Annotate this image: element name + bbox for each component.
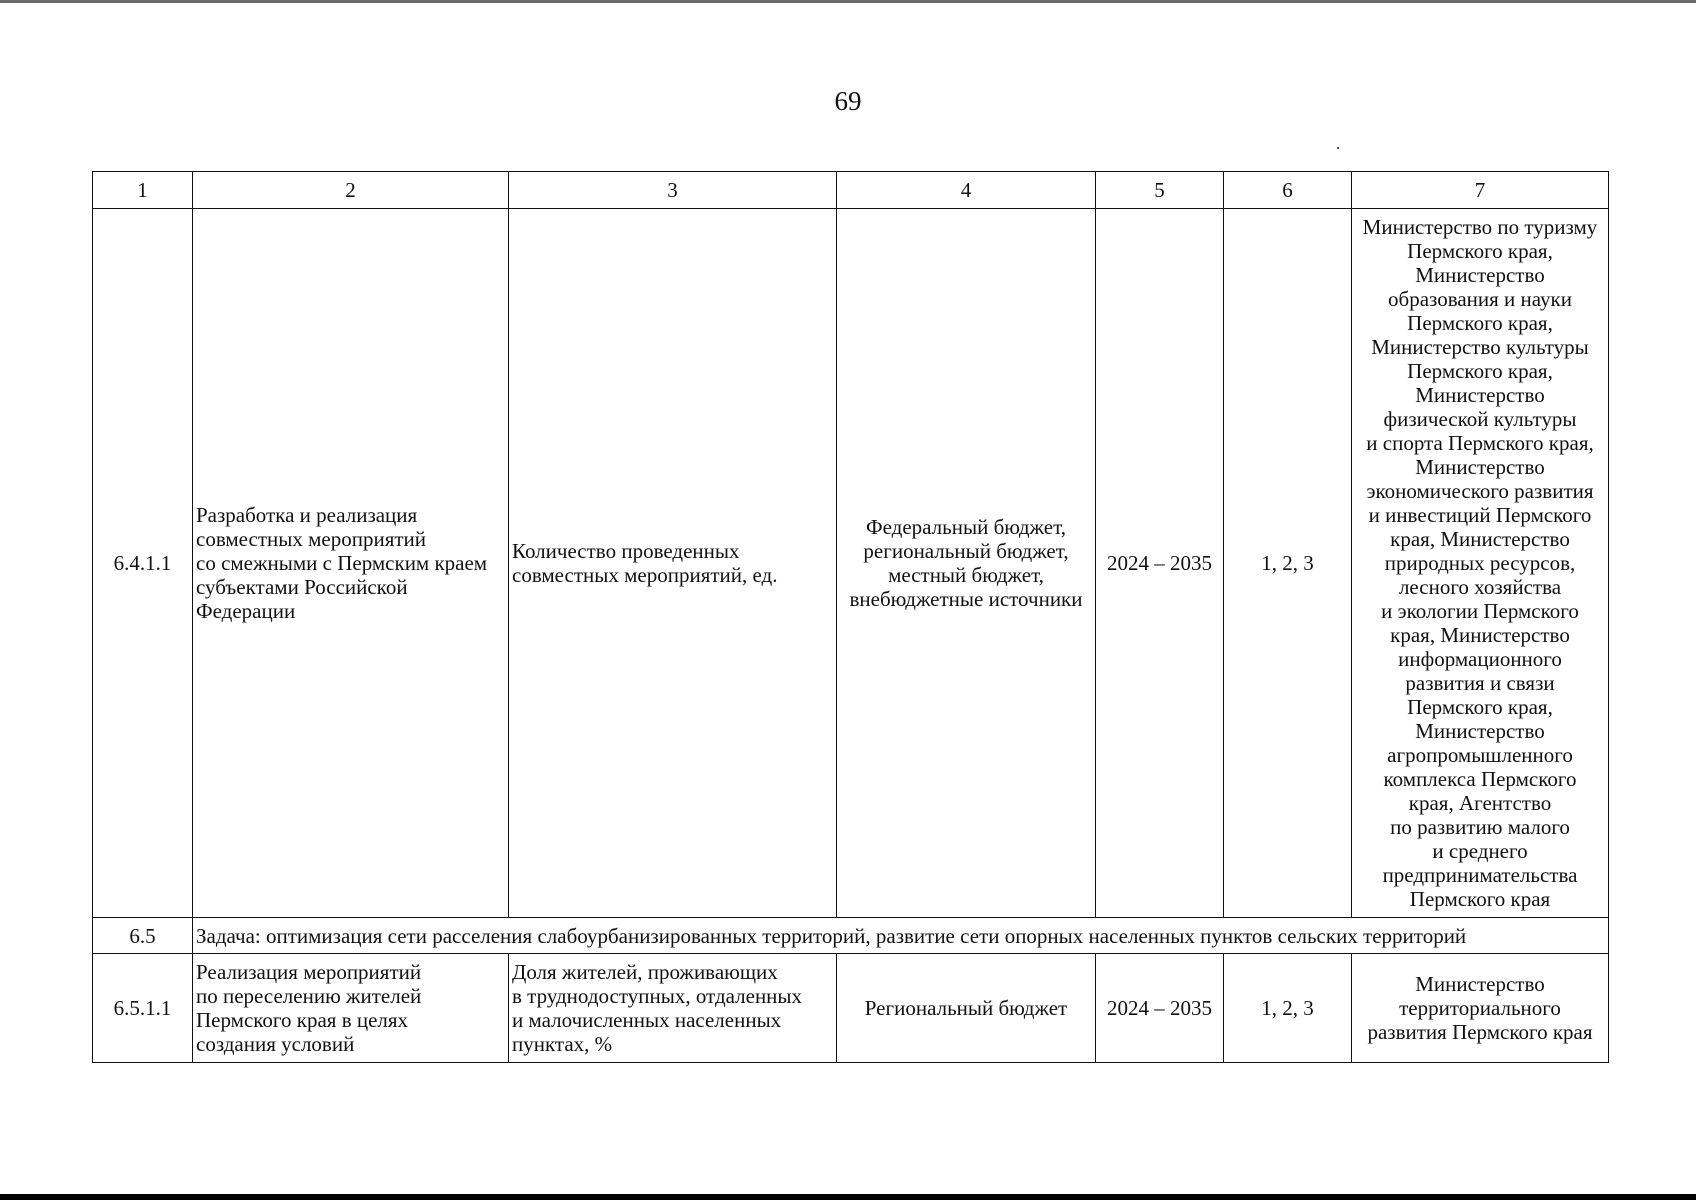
header-cell-2: 2 <box>193 172 509 209</box>
task-row <box>93 918 1609 954</box>
table-row <box>93 954 1609 1063</box>
row-activity: Реализация мероприятий по переселению жителей Пермского края в целях создания условий <box>193 954 509 1063</box>
row-period: 2024 – 2035 <box>1096 209 1224 918</box>
row-responsible: Министерство территориального развития Пермского края <box>1352 954 1609 1063</box>
scan-top-edge <box>0 0 1696 3</box>
row-responsible: Министерство по туризму Пермского края, Министерство образования и науки Пермского края, Министерство культуры Пермского края, Министерство физической культуры и спорта Пермского края, Министерство экономического развития и инвестиций Пермского края, Министерство природных ресурсов, лесного хозяйства и экологии Пермского края, Министерство информационного развития и связи Пермского края, Министерство агропромышленного комплекса Пермского края, Агентство по развитию малого и среднего предпринимательства Пермского края <box>1352 209 1609 918</box>
page-number: 69 <box>834 86 862 116</box>
scan-bottom-edge <box>0 1194 1696 1200</box>
header-cell-6: 6 <box>1224 172 1352 209</box>
row-funding: Региональный бюджет <box>837 954 1096 1063</box>
task-text: Задача: оптимизация сети расселения слабоурбанизированных территорий, развитие сети опорных населенных пунктов сельских территорий <box>193 918 1609 954</box>
header-cell-7: 7 <box>1352 172 1609 209</box>
row-stages: 1, 2, 3 <box>1224 209 1352 918</box>
row-indicator: Доля жителей, проживающих в труднодоступных, отдаленных и малочисленных населенных пунктах, % <box>509 954 837 1063</box>
table-row <box>93 209 1609 918</box>
row-funding: Федеральный бюджет, региональный бюджет, местный бюджет, внебюджетные источники <box>837 209 1096 918</box>
row-stages: 1, 2, 3 <box>1224 954 1352 1063</box>
row-period: 2024 – 2035 <box>1096 954 1224 1063</box>
header-cell-3: 3 <box>509 172 837 209</box>
row-code: 6.4.1.1 <box>93 209 193 918</box>
row-code: 6.5.1.1 <box>93 954 193 1063</box>
header-cell-1: 1 <box>93 172 193 209</box>
header-cell-4: 4 <box>837 172 1096 209</box>
row-indicator: Количество проведенных совместных мероприятий, ед. <box>509 209 837 918</box>
table-header-row <box>93 172 1609 209</box>
task-code: 6.5 <box>93 918 193 954</box>
scan-speck <box>1337 147 1339 149</box>
program-activities-table <box>92 171 1609 1063</box>
row-activity: Разработка и реализация совместных мероприятий со смежными с Пермским краем субъектами Российской Федерации <box>193 209 509 918</box>
header-cell-5: 5 <box>1096 172 1224 209</box>
